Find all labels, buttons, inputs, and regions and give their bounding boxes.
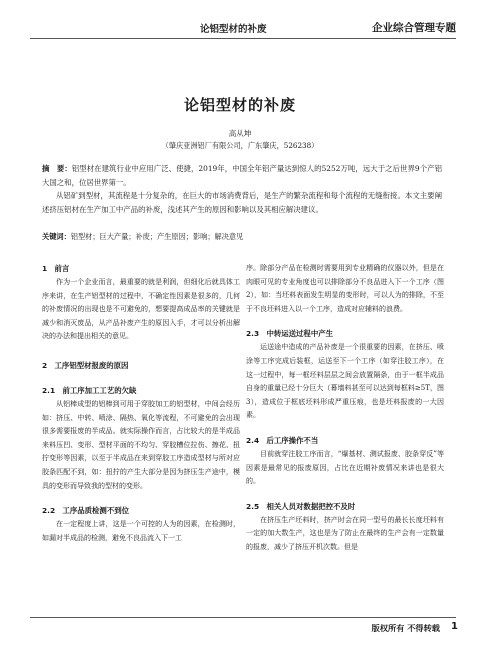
article-title: 论铝型材的补废 — [183, 96, 296, 114]
section-2-3-text: 运送途中造成的产品补废是一个很重要的因素，在挤压、喷涂等工序完成后装框，运送至下一个工序（如穿注胶工序），在这一过程中，每一框坯料层层之间会放置隔条，由于一框半成品自身的重量已经十分巨大（幕墙料甚至可以达到每框料≥5T，图3），造成位于框底坯料形成严重压痕，也是坯料报废的一大因素。 — [246, 343, 444, 420]
right-column — [246, 262, 444, 555]
running-header-column: 企业综合管理专题 — [372, 22, 456, 34]
abstract-label: 摘 要： — [42, 164, 72, 173]
section-2-2-continued: 序。除部分产品在检测时需要用到专业精确的仪器以外，但是在肉眼可见的专业角度也可以排除部分不良品进入下一个工序（图2），如：当坯料表面发生明显的变形时，可以人为的排除，不至于不良坯料进入以一个工序，造成对应辅料的浪费。 — [246, 264, 444, 313]
header-rule — [30, 38, 456, 39]
page-number: 1 — [451, 621, 458, 632]
section-2-4-heading: 2.4 后工序操作不当 — [246, 435, 319, 445]
section-2-5-heading: 2.5 相关人员对数据把控不及时 — [246, 501, 356, 511]
abstract-text-1: 铝型材在建筑行业中应用广泛、使捷，2019年，中国全年铝产量达到惊人的5252万吨，远大于之后世界9个产铝大国之和，位居世界第一。 — [42, 164, 442, 187]
section-2-1-text: 从铝棒成型的铝棒到可用于穿胶加工的铝型材，中间会经历如：挤压、中转、喷涂、隔热、氧化等流程，不可避免的会出现很多需要报废的半成品。就实际操作而言，占比较大的是半成品来料压凹、变形、型材平面的不均匀、穿胶槽位拉伤、擦花、扭拧变形等因素，以至于半成品在来到穿胶工序造成型材与所对应胶条匹配不到，如：扭拧的产生大部分是因为挤压生产途中，模具的变形而导致我的型材的变形。 — [42, 399, 240, 490]
section-2-5-text: 在挤压生产坯料时，挤产时会在同一型号的最长长度坯料有一定的加大数生产，这也是为了防止在最终的生产会有一定数量的报废，减少了挤压开机次数。但是 — [246, 515, 444, 551]
keywords — [42, 232, 243, 242]
section-1-text: 作为一个企业而言，最重要的就是利润，但细化后就具体工序来讲，在生产铝型材的过程中，不确定性因素是很多的，几何的补废情况的出现也是不可避免的，想要提高成品率的关键就是减少和消灭废品，从产品补废产生的原因入手，才可以分析出解决的办法和提出相关的意见。 — [42, 278, 240, 341]
abstract-paragraph-1 — [42, 162, 442, 189]
copyright-notice: 版权所有 不得转载 — [371, 623, 440, 633]
author-affiliation: （肇庆亚洲铝厂有限公司，广东肇庆，526238） — [161, 141, 319, 150]
abstract — [42, 162, 442, 216]
footer-rule — [30, 617, 456, 618]
abstract-paragraph-2: 从铝矿到型材，其流程是十分复杂的，在巨大的市场消费背后，是生产的繁杂流程和每个流程的无缝衔接。本文主要阐述挤压铝材在生产加工中产品的补废，浅述其产生的原因和影响以及其相应解决建议。 — [42, 191, 442, 214]
keywords-label: 关键词： — [42, 232, 71, 241]
section-2-2-text: 在一定程度上讲，这是一个可控的人为的因素，在检测时，如漏对半成品的检测，避免不良品流入下一工 — [42, 520, 240, 542]
section-2-1-heading: 2.1 前工序加工工艺的欠缺 — [42, 385, 137, 395]
left-column — [42, 262, 240, 545]
section-2-heading: 2 工序铝型材报废的原因 — [42, 360, 129, 370]
author-name: 高从坤 — [228, 129, 252, 138]
running-header-title: 论铝型材的补废 — [200, 24, 267, 35]
section-2-3-heading: 2.3 中转运送过程中产生 — [246, 329, 333, 339]
keywords-text: 铝型材；巨大产量；补废；产生原因；影响；解决意见 — [70, 232, 244, 241]
running-header — [0, 0, 480, 40]
section-2-2-heading: 2.2 工序品质检测不到位 — [42, 506, 129, 516]
section-2-4-text: 目前就穿注胶工序而言，“爆基材、测试报废、胶条穿反”等因素是最常见的报废原因，占比在近期补废情况来讲也是很大的。 — [246, 449, 444, 486]
section-1-heading: 1 前言 — [42, 264, 70, 273]
